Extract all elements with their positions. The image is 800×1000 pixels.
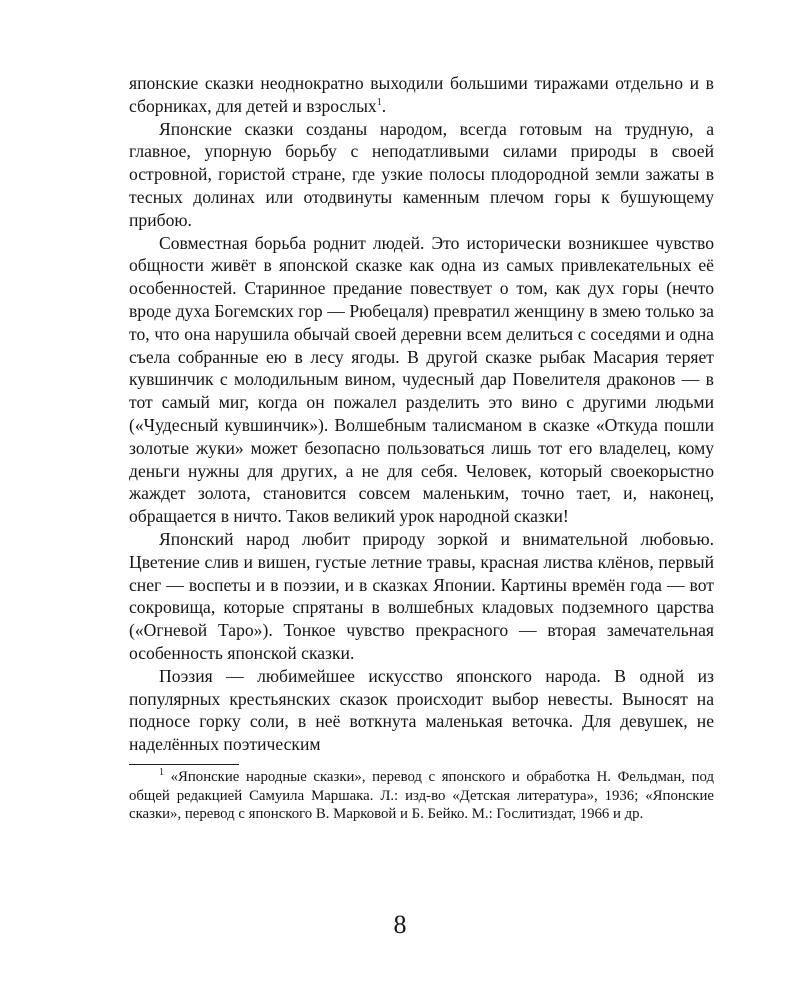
paragraph-5: Поэзия — любимейшее искусство японского народа. В одной из популярных крестьянских сказок происходит выбор невесты. Выносят на подносе горку соли, в неё воткнута маленькая веточка. Для девушек, не наделённых поэтическим	[129, 665, 714, 755]
body-text	[129, 72, 714, 756]
footnote	[129, 768, 714, 824]
paragraph-1-text: японские сказки неоднократно выходили большими тиражами отдельно и в сборниках, для детей и взрослых	[129, 73, 714, 116]
paragraph-3: Совместная борьба роднит людей. Это исторически возникшее чувство общности живёт в японской сказке как одна из самых привлекательных её особенностей. Старинное предание повествует о том, как дух горы (нечто вроде духа Богемских гор — Рюбецаля) превратил женщину в змею только за то, что она нарушила обычай своей деревни всем делиться с соседями и одна съела собранные ею в лесу ягоды. В другой сказке рыбак Масария теряет кувшинчик с молодильным вином, чудесный дар Повелителя драконов — в тот самый миг, когда он пожалел разделить это вино с другими людьми («Чудесный кувшинчик»). Волшебным талисманом в сказке «Откуда пошли золотые жуки» может безопасно пользоваться лишь тот его владелец, кому деньги нужны для других, а не для себя. Человек, который своекорыстно жаждет золота, становится совсем маленьким, точно тает, и, наконец, обращается в ничто. Таков великий урок народной сказки!	[129, 232, 714, 527]
page-number: 8	[393, 910, 407, 939]
paragraph-1: японские сказки неоднократно выходили большими тиражами отдельно и в сборниках, для детей и взрослых$^1$.	[129, 73, 714, 116]
footnote-text: «Японские народные сказки», перевод с японского и обработка Н. Фельдман, под общей редакцией Самуила Маршака. Л.: изд-во «Детская литература», 1936; «Японские сказки», перевод с японского В. Марковой и Б. Бейко. М.: Гослитиздат, 1966 и др.	[129, 768, 714, 823]
footnote-divider	[129, 764, 239, 765]
footnote-marker: 1	[159, 766, 164, 778]
footnote-reference: 1	[376, 96, 382, 108]
page-content	[129, 72, 714, 824]
paragraph-4: Японский народ любит природу зоркой и внимательной любовью. Цветение слив и вишен, густые летние травы, красная листва клёнов, первый снег — воспеты и в поэзии, и в сказках Японии. Картины времён года — вот сокровища, которые спрятаны в волшебных кладовых подземного царства («Огневой Таро»). Тонкое чувство прекрасного — вторая замечательная особенность японской сказки.	[129, 528, 714, 663]
paragraph-2: Японские сказки созданы народом, всегда готовым на трудную, а главное, упорную борьбу с неподатливыми силами природы в своей островной, гористой стране, где узкие полосы плодородной земли зажаты в тесных долинах или отодвинуты каменным плечом горы к бушующему прибою.	[129, 118, 714, 230]
